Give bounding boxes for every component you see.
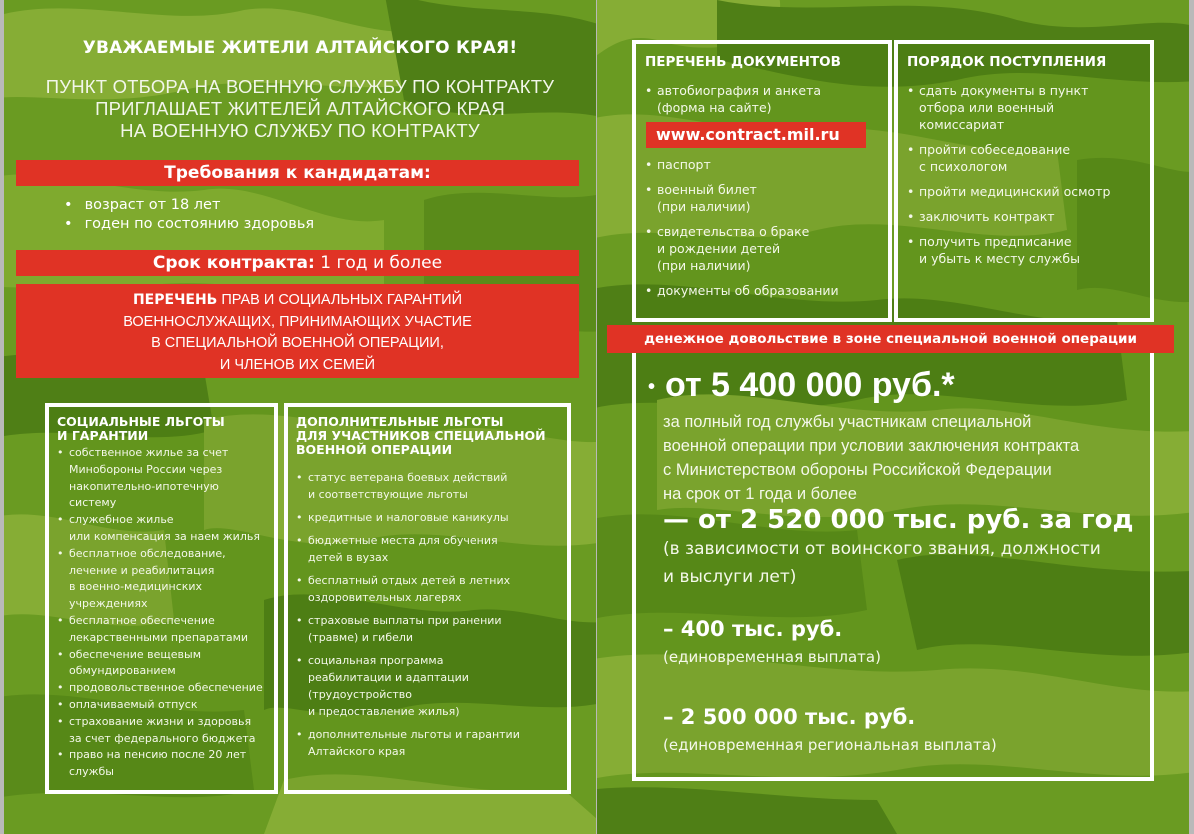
- item-line: и предоставление жилья): [308, 705, 460, 718]
- list-item: [53, 697, 274, 714]
- item-line: • паспорт: [657, 157, 711, 172]
- annual-pay-amount: — от 2 520 000 тыс. руб. за год: [663, 505, 1134, 535]
- list-item: [904, 208, 1150, 225]
- main-pay-value: от 5 400 000 руб.*: [665, 366, 955, 404]
- list-item: [904, 141, 1150, 175]
- social-benefits-list: [53, 445, 274, 781]
- list-item: [642, 282, 888, 299]
- item-line: • свидетельства о браке: [657, 224, 810, 239]
- pay-heading: денежное довольствие в зоне специальной военной операции: [607, 325, 1174, 353]
- list-item: [53, 714, 274, 748]
- item-line: • автобиография и анкета: [657, 83, 822, 98]
- item-line: реабилитации и адаптации: [308, 671, 469, 684]
- item-line: • служебное жилье: [69, 513, 174, 527]
- item-line: • бесплатное обследование,: [69, 546, 226, 560]
- rights-heading-bold: ПЕРЕЧЕНЬ: [132, 292, 218, 308]
- desc-line: на срок от 1 года и более: [663, 485, 857, 503]
- rights-heading-line: ВОЕННОСЛУЖАЩИХ, ПРИНИМАЮЩИХ УЧАСТИЕ: [123, 313, 472, 330]
- list-item: [292, 469, 567, 503]
- item-line: • право на пенсию после 20 лет: [69, 748, 247, 762]
- subtitle-line: ПРИГЛАШАЕТ ЖИТЕЛЕЙ АЛТАЙСКОГО КРАЯ: [95, 98, 505, 119]
- requirements-heading: Требования к кандидатам:: [16, 160, 579, 186]
- item-line: • заключить контракт: [919, 209, 1055, 224]
- procedure-heading: ПОРЯДОК ПОСТУПЛЕНИЯ: [907, 54, 1107, 70]
- lump-sum-note: (единовременная выплата): [663, 648, 881, 666]
- item-line: • получить предписание: [919, 234, 1072, 249]
- list-item: [53, 445, 274, 512]
- rights-heading-rest: ПРАВ И СОЦИАЛЬНЫХ ГАРАНТИЙ: [217, 292, 463, 308]
- list-item: [904, 82, 1150, 133]
- item-line: • бесплатный отдых детей в летних: [308, 574, 511, 587]
- item-line: • дополнительные льготы и гарантии: [308, 728, 520, 741]
- item-line: • оплачиваемый отпуск: [69, 697, 198, 711]
- annual-pay-note: [663, 535, 1143, 591]
- item-line: Алтайского края: [308, 745, 406, 758]
- desc-line: военной операции при условии заключения контракта: [663, 437, 1080, 455]
- list-item: [292, 612, 567, 646]
- item-line: • бюджетные места для обучения: [308, 534, 498, 547]
- regional-pay-amount: – 2 500 000 тыс. руб.: [663, 705, 916, 729]
- extra-benefits-box: [284, 403, 571, 794]
- item-line: • собственное жилье за счет: [69, 446, 229, 459]
- item-line: • пройти медицинский осмотр: [919, 184, 1111, 199]
- item-line: (форма на сайте): [657, 100, 772, 115]
- contract-term-value: 1 год и более: [314, 253, 443, 273]
- item-line: (при наличии): [657, 258, 751, 273]
- heading-line: ВОЕННОЙ ОПЕРАЦИИ: [296, 442, 453, 457]
- item-line: с психологом: [919, 159, 1008, 174]
- subtitle-line: НА ВОЕННУЮ СЛУЖБУ ПО КОНТРАКТУ: [120, 120, 480, 141]
- documents-list-rest: [642, 156, 888, 299]
- item-line: накопительно-ипотечную: [69, 479, 219, 493]
- item-line: и соответствующие льготы: [308, 488, 468, 501]
- item-line: • продовольственное обеспечение: [69, 681, 263, 695]
- lump-sum-amount: – 400 тыс. руб.: [663, 617, 843, 641]
- item-line: лекарственными препаратами: [69, 630, 249, 644]
- item-line: (травме) и гибели: [308, 631, 414, 644]
- item-line: Минобороны России через: [69, 462, 223, 476]
- item-line: и рождении детей: [657, 241, 781, 256]
- social-benefits-box: [45, 403, 278, 794]
- item-line: • бесплатное обеспечение: [69, 613, 215, 627]
- desc-line: за полный год службы участникам специальной: [663, 413, 1032, 431]
- list-item: [53, 613, 274, 647]
- document-item: [642, 82, 888, 116]
- item-line: и убыть к месту службы: [919, 251, 1080, 266]
- list-item: [292, 652, 567, 720]
- rights-heading-line: В СПЕЦИАЛЬНОЙ ВОЕННОЙ ОПЕРАЦИИ,: [151, 335, 444, 351]
- note-line: и выслуги лет): [663, 567, 797, 587]
- item-line: • документы об образовании: [657, 283, 839, 298]
- list-item: [904, 233, 1150, 267]
- item-line: систему: [69, 496, 117, 510]
- list-item: [292, 532, 567, 566]
- list-item: [292, 726, 567, 760]
- item-line: • пройти собеседование: [919, 142, 1071, 157]
- extra-benefits-list: [292, 469, 567, 760]
- item-line: в военно-медицинских: [69, 580, 203, 594]
- list-item: [53, 747, 274, 781]
- website-link[interactable]: www.contract.mil.ru: [646, 122, 866, 148]
- contract-term-label: Срок контракта:: [152, 253, 315, 273]
- list-item: [53, 546, 274, 613]
- documents-heading: ПЕРЕЧЕНЬ ДОКУМЕНТОВ: [645, 54, 841, 70]
- list-item: [53, 680, 274, 697]
- right-leaflet-panel: [597, 0, 1189, 834]
- bullet-dot: •: [648, 376, 656, 399]
- list-item: [642, 156, 888, 173]
- documents-list: [642, 82, 888, 116]
- procedure-box: [894, 40, 1154, 322]
- regional-pay-note: (единовременная региональная выплата): [663, 736, 997, 754]
- procedure-list: [904, 82, 1150, 267]
- item-line: обмундированием: [69, 664, 176, 678]
- item-line: службы: [69, 765, 114, 779]
- item-line: • страхование жизни и здоровья: [69, 714, 252, 728]
- heading-line: И ГАРАНТИИ: [57, 428, 149, 443]
- item-line: • кредитные и налоговые каникулы: [308, 511, 509, 524]
- documents-box: [632, 40, 892, 322]
- item-line: учреждениях: [69, 597, 148, 611]
- item-line: лечение и реабилитация: [69, 563, 215, 577]
- item-line: детей в вузах: [308, 551, 389, 564]
- heading-line: ДОПОЛНИТЕЛЬНЫЕ ЛЬГОТЫ: [296, 414, 504, 429]
- item-line: (трудоустройство: [308, 688, 413, 701]
- list-item: [642, 223, 888, 274]
- main-pay-amount: [648, 365, 955, 407]
- social-benefits-heading: [57, 415, 274, 443]
- requirements-list: [64, 196, 314, 234]
- rights-list-heading: [16, 284, 579, 378]
- heading-line: СОЦИАЛЬНЫЕ ЛЬГОТЫ: [57, 414, 225, 429]
- left-leaflet-panel: [4, 0, 596, 834]
- item-line: • сдать документы в пункт: [919, 83, 1089, 98]
- main-pay-description: [663, 410, 1143, 506]
- requirement-item: • возраст от 18 лет: [64, 196, 314, 215]
- list-item: [53, 512, 274, 546]
- list-item: [292, 572, 567, 606]
- rights-heading-line: И ЧЛЕНОВ ИХ СЕМЕЙ: [219, 356, 376, 373]
- subtitle-line: ПУНКТ ОТБОРА НА ВОЕННУЮ СЛУЖБУ ПО КОНТРАКТУ: [45, 76, 555, 97]
- desc-line: с Министерством обороны Российской Федерации: [663, 461, 1052, 479]
- item-line: • обеспечение вещевым: [69, 647, 202, 661]
- item-line: отбора или военный: [919, 100, 1055, 115]
- extra-benefits-heading: [296, 415, 567, 457]
- invitation-subtitle: [4, 76, 596, 142]
- item-line: комиссариат: [919, 117, 1005, 132]
- note-line: (в зависимости от воинского звания, должности: [663, 539, 1101, 559]
- item-line: • военный билет: [657, 182, 757, 197]
- item-line: • статус ветерана боевых действий: [308, 471, 508, 484]
- requirement-item: • годен по состоянию здоровья: [64, 215, 314, 234]
- rights-heading-line: [16, 290, 579, 312]
- item-line: • социальная программа: [308, 654, 444, 667]
- greeting-title: УВАЖАЕМЫЕ ЖИТЕЛИ АЛТАЙСКОГО КРАЯ!: [82, 38, 518, 58]
- list-item: [904, 183, 1150, 200]
- item-line: (при наличии): [657, 199, 751, 214]
- contract-term-bar: [16, 250, 579, 276]
- item-line: или компенсация за наем жилья: [69, 529, 260, 543]
- item-line: оздоровительных лагерях: [308, 591, 462, 604]
- pay-box: [632, 353, 1154, 781]
- list-item: [292, 509, 567, 526]
- list-item: [642, 181, 888, 215]
- heading-line: ДЛЯ УЧАСТНИКОВ СПЕЦИАЛЬНОЙ: [296, 428, 546, 443]
- item-line: • страховые выплаты при ранении: [308, 614, 502, 627]
- list-item: [53, 647, 274, 681]
- item-line: за счет федерального бюджета: [69, 731, 256, 745]
